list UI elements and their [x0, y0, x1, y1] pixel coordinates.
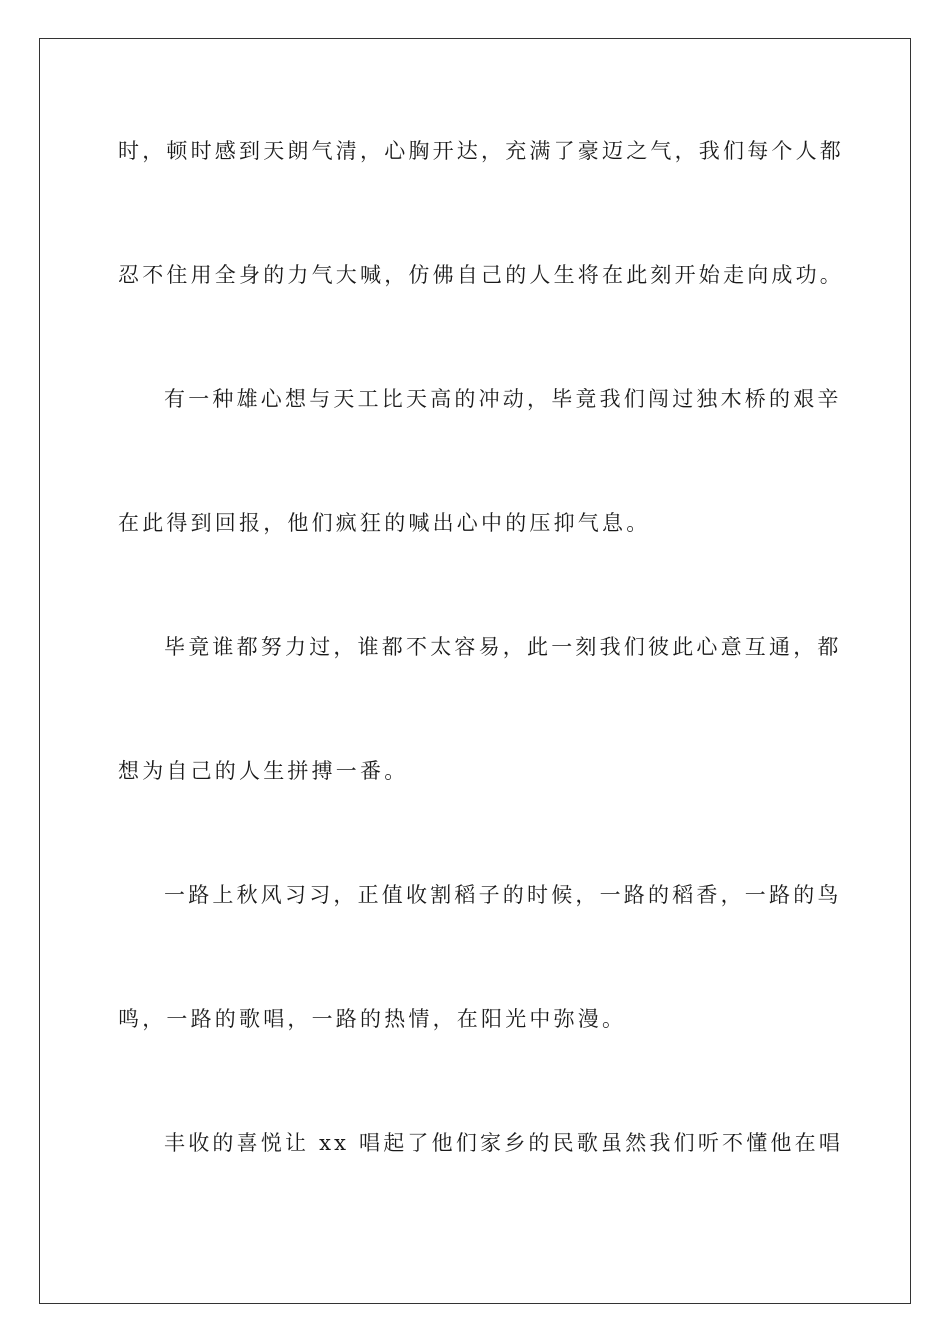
page-border	[39, 38, 911, 1304]
paragraph-first-line: 丰收的喜悦让 xx 唱起了他们家乡的民歌虽然我们听不懂他在唱	[164, 1131, 844, 1155]
paragraph-first-line: 有一种雄心想与天工比天高的冲动，毕竟我们闯过独木桥的艰辛	[164, 387, 842, 411]
paragraph-first-line: 一路上秋风习习，正值收割稻子的时候，一路的稻香，一路的鸟	[164, 883, 842, 907]
text-line: 想为自己的人生拼搏一番。	[118, 759, 409, 783]
text-line: 时，顿时感到天朗气清，心胸开达，充满了豪迈之气，我们每个人都	[118, 139, 844, 163]
text-line: 鸣，一路的歌唱，一路的热情，在阳光中弥漫。	[118, 1007, 627, 1031]
text-line: 在此得到回报，他们疯狂的喊出心中的压抑气息。	[118, 511, 651, 535]
paragraph-first-line: 毕竟谁都努力过，谁都不太容易，此一刻我们彼此心意互通，都	[164, 635, 842, 659]
text-line: 忍不住用全身的力气大喊，仿佛自己的人生将在此刻开始走向成功。	[118, 263, 844, 287]
